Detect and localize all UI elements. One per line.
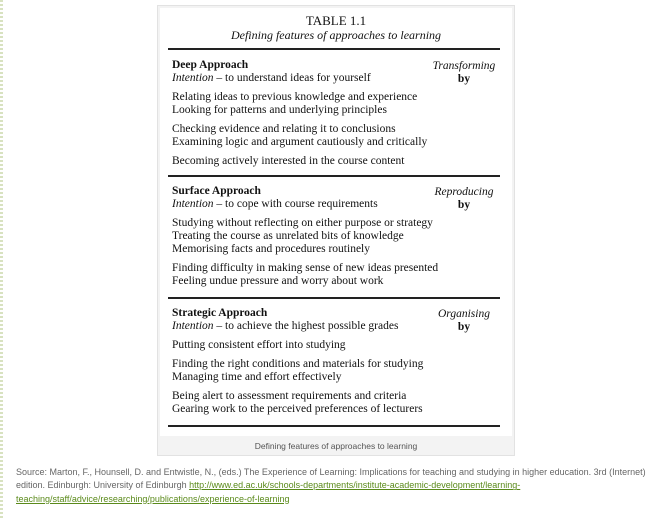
feature-line: Looking for patterns and underlying principles (172, 104, 387, 116)
source-text: Source: Marton, F., Hounsell, D. and Entwistle, N., (eds.) The Experience of Learning: Implications for teaching and studying in higher education. 3rd (Internet) edition. Edinburgh: University of Edinburgh (16, 467, 646, 491)
left-dotted-border (0, 0, 3, 518)
feature-line: Finding difficulty in making sense of new ideas presented (172, 262, 439, 274)
feature-line: Checking evidence and relating it to conclusions (172, 123, 396, 135)
section-title: Deep Approach (172, 59, 249, 71)
feature-line: Gearing work to the perceived preferences of lecturers (172, 403, 423, 415)
section-tag: Organising (438, 308, 490, 320)
intention-row (172, 320, 398, 333)
feature-line: Becoming actively interested in the course content (172, 155, 405, 167)
table-rule-1 (168, 175, 500, 177)
feature-line: Relating ideas to previous knowledge and experience (172, 91, 418, 103)
feature-line: Studying without reflecting on either purpose or strategy (172, 217, 433, 229)
intention-text: – to understand ideas for yourself (216, 72, 371, 84)
feature-line: Putting consistent effort into studying (172, 339, 346, 351)
intention-row (172, 72, 371, 85)
section-title: Surface Approach (172, 185, 261, 197)
intention-label: Intention (172, 320, 214, 332)
table-rule-top (168, 48, 500, 50)
table-rule-bottom (168, 425, 500, 427)
intention-text: – to cope with course requirements (216, 198, 378, 210)
section-tag: Transforming (432, 60, 496, 72)
section-tag: Reproducing (434, 186, 494, 198)
feature-line: Memorising facts and procedures routinely (172, 243, 370, 255)
section-title: Strategic Approach (172, 307, 268, 319)
intention-label: Intention (172, 198, 214, 210)
table-image (160, 8, 512, 436)
figure-caption: Defining features of approaches to learning (254, 441, 418, 451)
feature-line: Feeling undue pressure and worry about work (172, 275, 384, 287)
table-title: TABLE 1.1 (305, 13, 367, 28)
section-tag-by: by (457, 73, 471, 85)
table-subtitle: Defining features of approaches to learning (230, 28, 442, 42)
source-citation (16, 466, 646, 506)
feature-line: Treating the course as unrelated bits of knowledge (172, 230, 404, 242)
intention-label: Intention (172, 72, 214, 84)
table-rule-2 (168, 297, 500, 299)
intention-text: – to achieve the highest possible grades (216, 320, 399, 332)
intention-row (172, 198, 378, 211)
section-tag-by: by (457, 321, 471, 333)
feature-line: Being alert to assessment requirements and criteria (172, 390, 407, 402)
feature-line: Finding the right conditions and materials for studying (172, 358, 424, 370)
source-link[interactable]: http://www.ed.ac.uk/schools-departments/institute-academic-development/learning-teaching/staff/advice/researching/publications/experience-of-learning (16, 480, 521, 504)
section-tag-by: by (457, 199, 471, 211)
feature-line: Managing time and effort effectively (172, 371, 342, 383)
feature-line: Examining logic and argument cautiously and critically (172, 136, 428, 148)
